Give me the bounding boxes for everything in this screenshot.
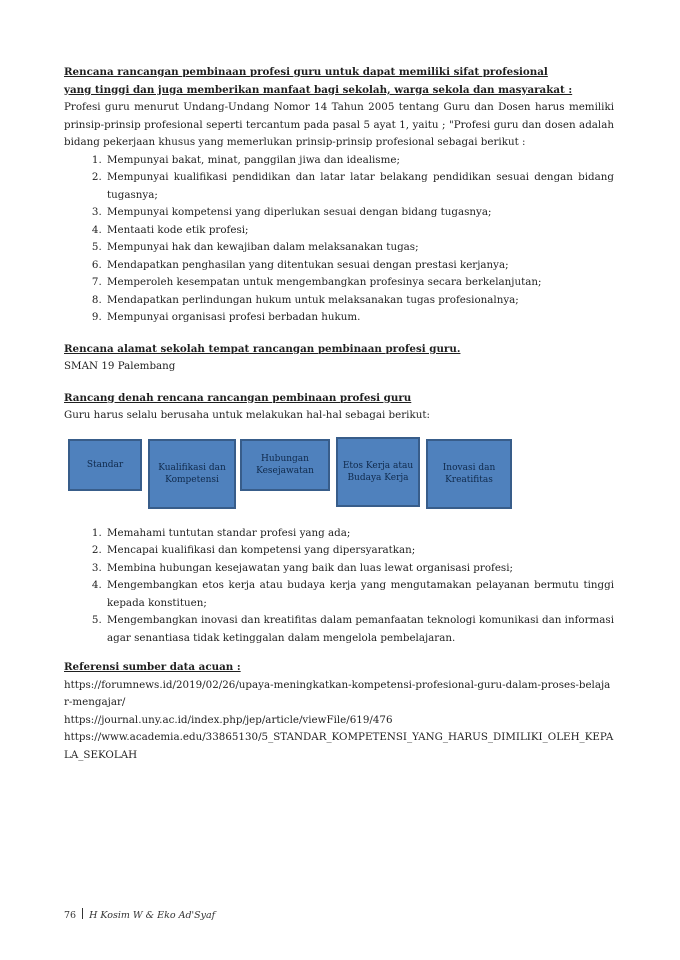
list-item: 5. Mempunyai hak dan kewajiban dalam melaksanakan tugas; xyxy=(105,239,614,257)
section3-heading-text: Rancang denah rencana rancangan pembinaan profesi guru xyxy=(64,391,412,404)
section4-heading-text: Referensi sumber data acuan : xyxy=(64,661,241,673)
list-item: 3. Membina hubungan kesejawatan yang baik dan luas lewat organisasi profesi; xyxy=(105,560,614,578)
list-item: 2. Mencapai kualifikasi dan kompetensi yang dipersyaratkan; xyxy=(105,542,614,560)
reference-link[interactable]: https://journal.uny.ac.id/index.php/jep/article/viewFile/619/476 xyxy=(64,713,393,726)
section1-heading xyxy=(64,64,614,99)
section3-intro: Guru harus selalu berusaha untuk melakukan hal-hal sebagai berikut: xyxy=(64,409,430,421)
reference-link[interactable]: https://www.academia.edu/33865130/5_STANDAR_KOMPETENSI_YANG_HARUS_DIMILIKI_OLEH_KEPALA_SEKOLAH xyxy=(64,731,614,761)
profession-diagram xyxy=(64,429,614,525)
section1-intro: Profesi guru menurut Undang-Undang Nomor 14 Tahun 2005 tentang Guru dan Dosen harus memiliki prinsip-prinsip profesional seperti tercantum pada pasal 5 ayat 1, yaitu ; "Profesi guru dan dosen adalah bidang pekerjaan khusus yang memerlukan prinsip-prinsip profesional sebagai berikut : xyxy=(64,101,614,148)
diagram-box-hubungan: Hubungan Kesejawatan xyxy=(240,439,330,491)
list-item: 8. Mendapatkan perlindungan hukum untuk melaksanakan tugas profesionalnya; xyxy=(105,292,614,310)
list-item: 1. Memahami tuntutan standar profesi yang ada; xyxy=(105,525,614,543)
reference-link[interactable]: https://forumnews.id/2019/02/26/upaya-meningkatkan-kompetensi-profesional-guru-dalam-proses-belajar-mengajar/ xyxy=(64,678,611,708)
section4-heading xyxy=(64,659,614,677)
page-number: 76 xyxy=(64,910,77,921)
list-item: 4. Mentaati kode etik profesi; xyxy=(105,222,614,240)
footer-authors: H Kosim W & Eko Ad'Syaf xyxy=(89,910,216,921)
list-item: 4. Mengembangkan etos kerja atau budaya kerja yang mengutamakan pelayanan bermutu tinggi kepada konstituen; xyxy=(105,577,614,612)
section3-list xyxy=(64,525,614,648)
section1-heading-line2: yang tinggi dan juga memberikan manfaat bagi sekolah, warga sekola dan masyarakat : xyxy=(64,83,573,96)
diagram-box-standar: Standar xyxy=(68,439,142,491)
section2-heading xyxy=(64,341,614,359)
section3-heading xyxy=(64,390,614,408)
diagram-box-inovasi: Inovasi dan Kreatifitas xyxy=(426,439,512,509)
list-item: 9. Mempunyai organisasi profesi berbadan hukum. xyxy=(105,309,614,327)
footer-divider xyxy=(82,908,83,919)
diagram-box-etos-kerja: Etos Kerja atau Budaya Kerja xyxy=(336,437,420,507)
diagram-box-kualifikasi: Kualifikasi dan Kompetensi xyxy=(148,439,236,509)
page-footer xyxy=(64,908,215,921)
section2-heading-text: Rencana alamat sekolah tempat rancangan pembinaan profesi guru. xyxy=(64,342,461,355)
list-item: 5. Mengembangkan inovasi dan kreatifitas dalam pemanfaatan teknologi komunikasi dan informasi agar senantiasa tidak ketinggalan dalam mengelola pembelajaran. xyxy=(105,612,614,647)
list-item: 1. Mempunyai bakat, minat, panggilan jiwa dan idealisme; xyxy=(105,152,614,170)
list-item: 7. Memperoleh kesempatan untuk mengembangkan profesinya secara berkelanjutan; xyxy=(105,274,614,292)
list-item: 3. Mempunyai kompetensi yang diperlukan sesuai dengan bidang tugasnya; xyxy=(105,204,614,222)
school-address: SMAN 19 Palembang xyxy=(64,360,176,372)
section1-heading-line1: Rencana rancangan pembinaan profesi guru untuk dapat memiliki sifat profesional xyxy=(64,66,548,78)
list-item: 2. Mempunyai kualifikasi pendidikan dan latar latar belakang pendidikan sesuai dengan bidang tugasnya; xyxy=(105,169,614,204)
section1-list xyxy=(64,152,614,327)
document-page xyxy=(64,64,614,764)
list-item: 6. Mendapatkan penghasilan yang ditentukan sesuai dengan prestasi kerjanya; xyxy=(105,257,614,275)
